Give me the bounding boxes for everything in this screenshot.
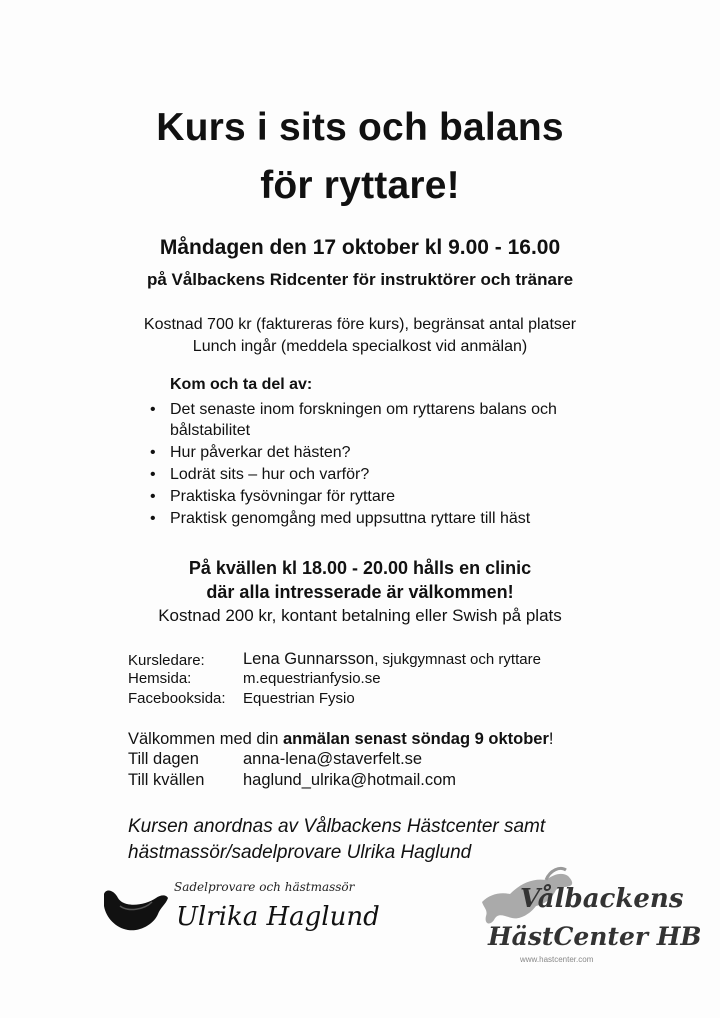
saddle-icon [100,884,172,936]
topics-heading: Kom och ta del av: [170,376,313,393]
title-line-1: Kurs i sits och balans [156,106,564,149]
list-item: • Praktisk genomgång med uppsuttna ryttare till häst [150,508,620,529]
registration-intro: Välkommen med din [128,730,283,748]
day-email[interactable]: anna-lena@staverfelt.se [243,750,423,768]
topics-list [150,399,620,530]
info-block [0,650,720,710]
leader-name: Lena Gunnarsson [243,650,375,668]
ulrika-name: Ulrika Haglund [176,902,380,932]
title-line-2: för ryttare! [260,164,460,207]
list-item: • Praktiska fysövningar för ryttare [150,486,620,507]
event-date: Måndagen den 17 oktober kl 9.00 - 16.00 [159,236,561,259]
list-item: • Det senaste inom forskningen om ryttarens balans och bålstabilitet [150,399,620,441]
event-venue: på Vålbackens Ridcenter för instruktörer och tränare [146,270,574,289]
cost-line-1: Kostnad 700 kr (faktureras före kurs), begränsat antal platser [143,316,577,333]
clinic-line-2: där alla intresserade är välkommen! [206,582,514,602]
web-label: Hemsida: [128,670,192,687]
fb-label: Facebooksida: [128,690,226,707]
web-link[interactable]: m.equestrianfysio.se [243,670,381,687]
organizer-line-2: hästmassör/sadelprovare Ulrika Haglund [128,842,472,863]
organizer-line-1: Kursen anordnas av Vålbackens Hästcenter samt [128,816,546,837]
ulrika-tagline: Sadelprovare och hästmassör [174,880,355,894]
evening-email[interactable]: haglund_ulrika@hotmail.com [243,771,457,789]
registration-deadline: anmälan senast söndag 9 oktober [283,730,549,748]
registration-excl: ! [548,730,554,748]
day-label: Till dagen [128,750,199,768]
registration-line [128,730,554,749]
organizer-text [128,814,628,866]
evening-label: Till kvällen [128,771,205,789]
leader-label: Kursledare: [128,652,205,669]
clinic-line-3: Kostnad 200 kr, kontant betalning eller Swish på plats [158,606,562,625]
hastcenter-name: HästCenter HB [488,922,702,951]
cost-line-2: Lunch ingår (meddela specialkost vid anmälan) [192,338,528,355]
ulrika-logo [100,878,380,958]
list-item: • Lodrät sits – hur och varför? [150,464,620,485]
valbackens-name: Vålbackens [520,884,684,914]
fb-link[interactable]: Equestrian Fysio [243,690,355,707]
leader-desc: , sjukgymnast och ryttare [374,651,541,668]
list-item: • Hur påverkar det hästen? [150,442,620,463]
valbackens-logo [470,862,700,972]
hastcenter-url[interactable]: www.hastcenter.com [520,955,594,964]
clinic-line-1: På kvällen kl 18.00 - 20.00 hålls en clinic [188,558,532,578]
registration-contacts [0,750,720,794]
